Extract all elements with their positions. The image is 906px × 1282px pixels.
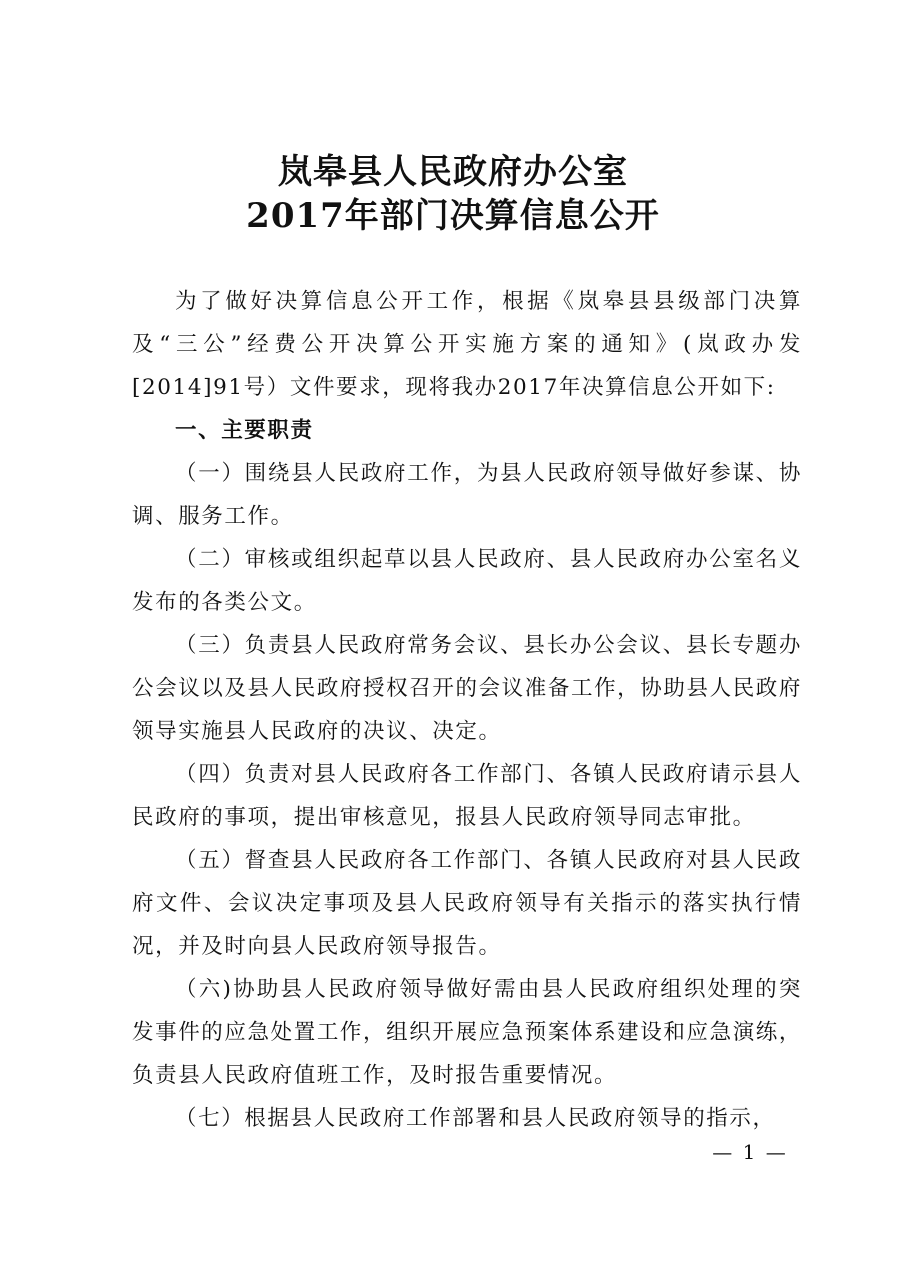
duty-item-3: （三）负责县人民政府常务会议、县长办公会议、县长专题办公会议以及县人民政府授权召开的会议准备工作，协助县人民政府领导实施县人民政府的决议、决定。 <box>132 633 802 744</box>
duty-item-4: （四）负责对县人民政府各工作部门、各镇人民政府请示县人民政府的事项，提出审核意见，报县人民政府领导同志审批。 <box>132 762 802 830</box>
duty-item-7: （七）根据县人民政府工作部署和县人民政府领导的指示， <box>175 1106 776 1131</box>
duty-item-5: （五）督查县人民政府各工作部门、各镇人民政府对县人民政府文件、会议决定事项及县人民政府领导有关指示的落实执行情况，并及时向县人民政府领导报告。 <box>132 848 802 959</box>
document-title-line2: 2017年部门决算信息公开 <box>246 196 660 236</box>
duty-item-6: （六)协助县人民政府领导做好需由县人民政府组织处理的突发事件的应急处置工作，组织开展应急预案体系建设和应急演练，负责县人民政府值班工作，及时报告重要情况。 <box>132 977 802 1088</box>
duty-item-1: （一）围绕县人民政府工作，为县人民政府领导做好参谋、协调、服务工作。 <box>132 461 802 529</box>
page-number: — 1 — <box>712 1140 788 1164</box>
document-body <box>132 280 802 1140</box>
document-title-line1: 岚皋县人民政府办公室 <box>278 152 628 192</box>
duty-item-2: （二）审核或组织起草以县人民政府、县人民政府办公室名义发布的各类公文。 <box>132 547 802 615</box>
section-heading-main-duties: 一、主要职责 <box>175 418 314 443</box>
intro-paragraph: 为了做好决算信息公开工作，根据《岚皋县县级部门决算及“三公”经费公开决算公开实施方案的通知》(岚政办发[2014]91号）文件要求，现将我办2017年决算信息公开如下: <box>132 289 802 400</box>
